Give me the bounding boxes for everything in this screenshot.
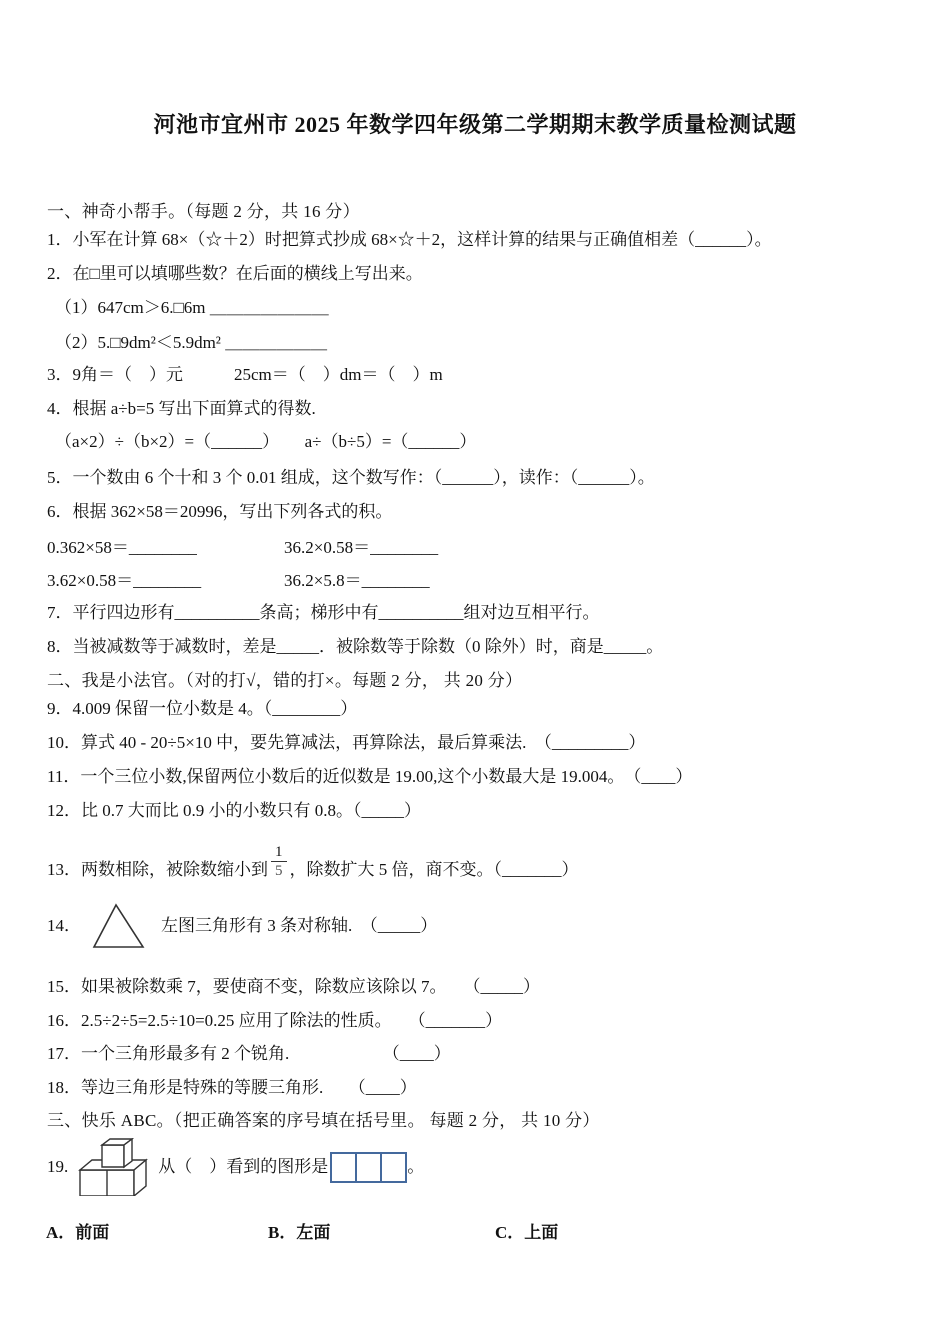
question-17: 17．一个三角形最多有 2 个锐角. （____） xyxy=(47,1044,451,1063)
page-title: 河池市宜州市 2025 年数学四年级第二学期期末教学质量检测试题 xyxy=(153,112,797,137)
question-19 xyxy=(47,1138,424,1196)
question-19-text: 从（ ）看到的图形是 xyxy=(158,1157,329,1177)
option-b: B．左面 xyxy=(268,1223,331,1242)
question-2-sub-1: （1）647cm＞6.□6m ＿＿＿＿＿＿＿ xyxy=(55,298,329,317)
section-1-heading: 一、神奇小帮手。（每题 2 分，共 16 分） xyxy=(47,202,360,221)
fraction-numerator: 1 xyxy=(271,844,287,862)
question-12: 12．比 0.7 大而比 0.9 小的小数只有 0.8。（_____） xyxy=(47,801,421,820)
question-19-suffix: 。 xyxy=(407,1157,425,1177)
section-3-heading: 三、快乐 ABC。（把正确答案的序号填在括号里。 每题 2 分， 共 10 分） xyxy=(47,1111,600,1130)
equation-1: 0.362×58＝________ xyxy=(47,538,197,557)
answer-square-2 xyxy=(355,1152,382,1183)
equation-4: 36.2×5.8＝________ xyxy=(284,571,430,590)
equation-2: 36.2×0.58＝________ xyxy=(284,538,439,557)
question-6: 6．根据 362×58＝20996，写出下列各式的积。 xyxy=(47,502,393,521)
question-14 xyxy=(47,902,437,950)
question-13-text-after: ，除数扩大 5 倍，商不变。（_______） xyxy=(289,860,579,880)
equation-3: 3.62×0.58＝________ xyxy=(47,571,202,590)
question-9: 9．4.009 保留一位小数是 4。（________） xyxy=(47,699,358,718)
question-19-number: 19. xyxy=(47,1157,69,1177)
option-a: A．前面 xyxy=(46,1223,110,1242)
question-1: 1．小军在计算 68×（☆＋2）时把算式抄成 68×☆＋2，这样计算的结果与正确值相差（______）。 xyxy=(47,230,772,249)
question-11: 11．一个三位小数,保留两位小数后的近似数是 19.00,这个小数最大是 19.004。 （____） xyxy=(47,767,693,786)
question-10: 10．算式 40 - 20÷5×10 中，要先算减法，再算除法，最后算乘法. （_________） xyxy=(47,733,646,752)
question-4: 4．根据 a÷b=5 写出下面算式的得数. xyxy=(47,399,316,418)
fraction-denominator: 5 xyxy=(275,863,283,880)
question-8: 8．当被减数等于减数时，差是_____．被除数等于除数（0 除外）时，商是_____。 xyxy=(47,637,664,656)
answer-square-3 xyxy=(380,1152,407,1183)
question-14-text: 左图三角形有 3 条对称轴. （_____） xyxy=(161,916,438,936)
answer-shape-three-squares xyxy=(330,1152,407,1183)
question-16: 16．2.5÷2÷5=2.5÷10=0.25 应用了除法的性质。 （_______） xyxy=(47,1011,503,1030)
question-15: 15．如果被除数乘 7，要使商不变，除数应该除以 7。 （_____） xyxy=(47,977,540,996)
section-2-heading: 二、我是小法官。（对的打√，错的打×。每题 2 分， 共 20 分） xyxy=(47,671,523,690)
question-3: 3．9角＝（ ）元 25cm＝（ ）dm＝（ ）m xyxy=(47,365,443,384)
question-4-equations: （a×2）÷（b×2）=（______） a÷（b÷5）=（______） xyxy=(55,432,477,451)
question-5: 5．一个数由 6 个十和 3 个 0.01 组成，这个数写作：（______），读作：（______）。 xyxy=(47,468,655,487)
option-c: C．上面 xyxy=(495,1223,559,1242)
question-7: 7．平行四边形有__________条高；梯形中有__________组对边互相平行。 xyxy=(47,603,600,622)
question-13-text-before: 13．两数相除，被除数缩小到 xyxy=(47,860,268,880)
question-19-options xyxy=(0,1222,950,1246)
question-13 xyxy=(47,844,579,890)
question-6-row-2 xyxy=(47,570,607,591)
question-14-number: 14． xyxy=(47,916,81,936)
fraction-one-fifth xyxy=(271,844,287,881)
question-6-row-1 xyxy=(47,537,607,558)
question-2: 2．在□里可以填哪些数？在后面的横线上写出来。 xyxy=(47,264,423,283)
question-18: 18．等边三角形是特殊的等腰三角形. （____） xyxy=(47,1078,417,1097)
stacked-cubes-icon xyxy=(76,1138,156,1196)
question-2-sub-2: （2）5.□9dm²＜5.9dm² ＿＿＿＿＿＿ xyxy=(55,333,328,352)
answer-square-1 xyxy=(330,1152,357,1183)
triangle-icon xyxy=(91,902,147,950)
